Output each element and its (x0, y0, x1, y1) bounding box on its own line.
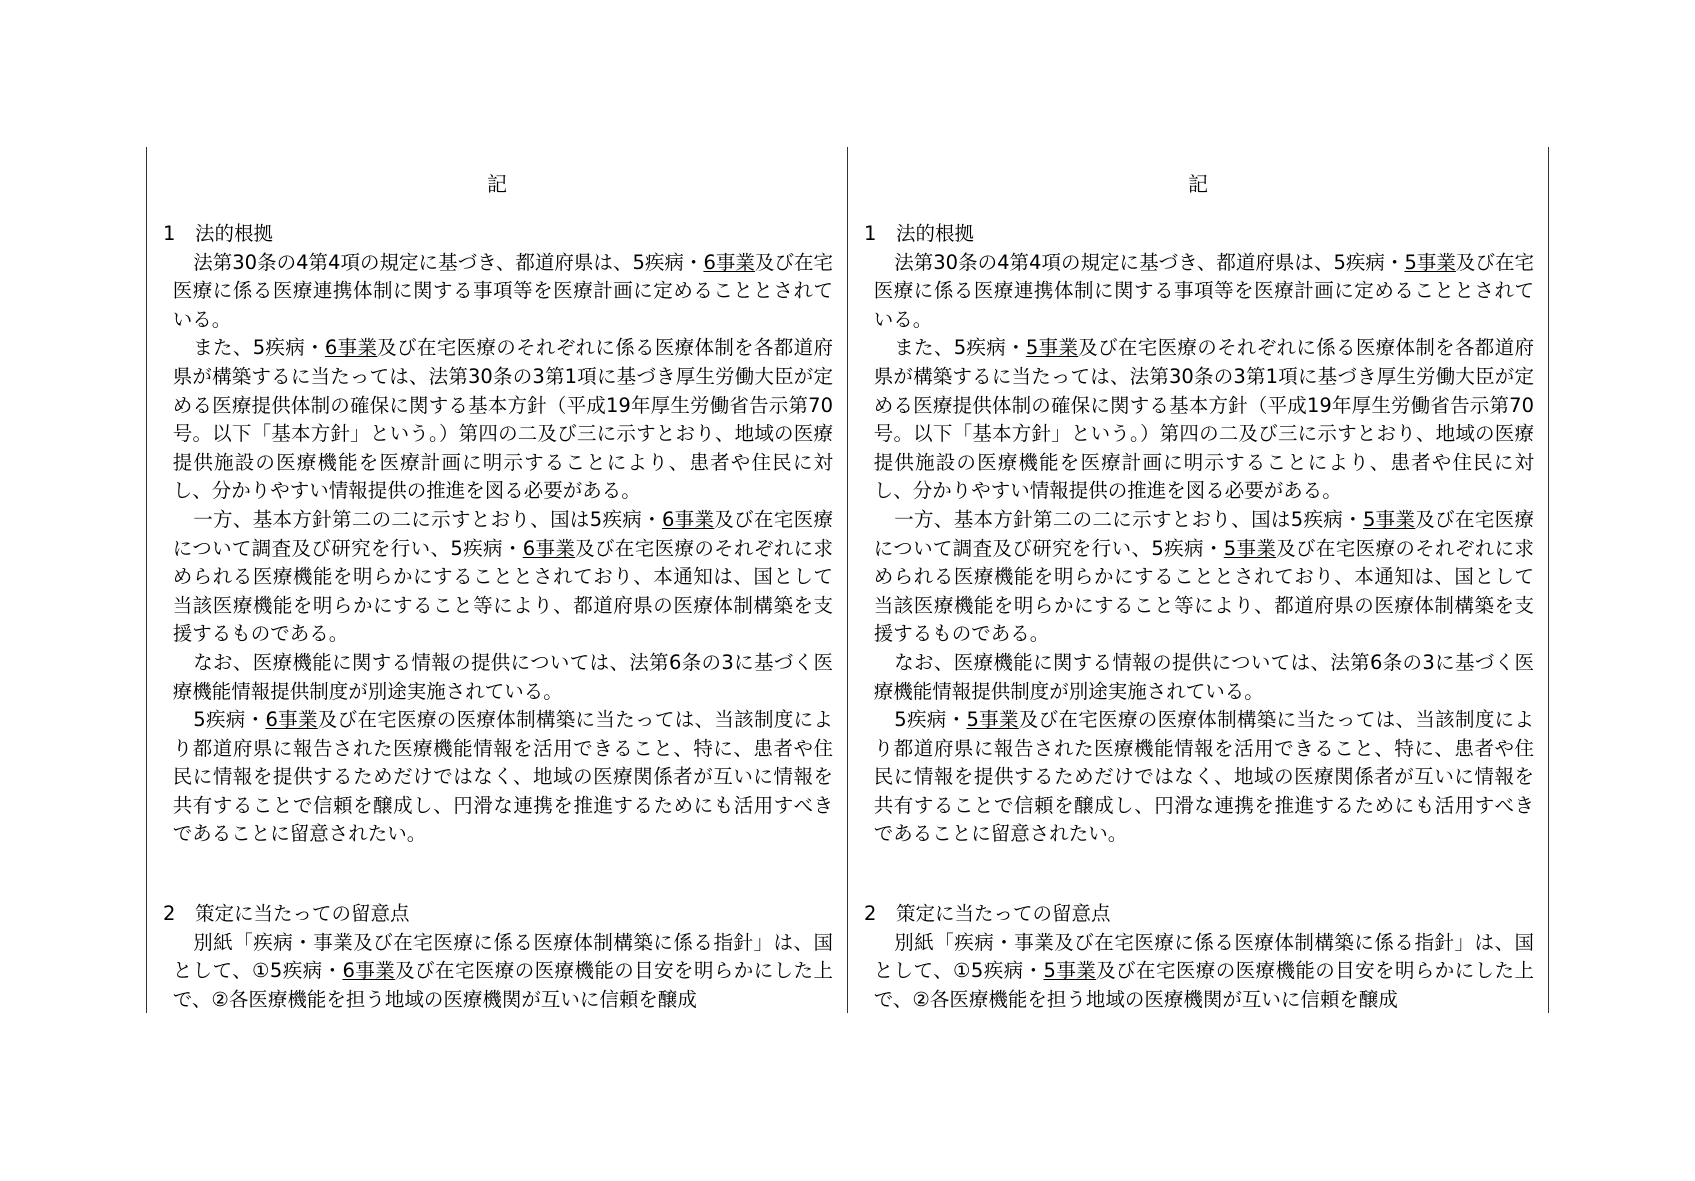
section-2 (163, 900, 833, 1013)
section-heading (163, 900, 833, 929)
underlined-term: 5事業 (966, 708, 1019, 732)
section-number: 1 (163, 222, 176, 245)
underlined-term: 5事業 (1043, 959, 1097, 983)
paragraph: なお、医療機能に関する情報の提供については、法第6条の3に基づく医療機能情報提供制度が別途実施されている。 (873, 650, 1534, 703)
section-title: 法的根拠 (896, 222, 975, 245)
section-number: 2 (864, 902, 877, 925)
paragraph: 一方、基本方針第二の二に示すとおり、国は5疾病・5事業及び在宅医療について調査及び研究を行い、5疾病・5事業及び在宅医療のそれぞれに求められる医療機能を明らかにすることとされており、本通知は、国として当該医療機能を明らかにすること等により、都道府県の医療体制構築を支援するものである。 (873, 507, 1534, 646)
column-right (848, 147, 1548, 1013)
paragraph: 一方、基本方針第二の二に示すとおり、国は5疾病・6事業及び在宅医療について調査及び研究を行い、5疾病・6事業及び在宅医療のそれぞれに求められる医療機能を明らかにすることとされており、本通知は、国として当該医療機能を明らかにすること等により、都道府県の医療体制構築を支援するものである。 (172, 507, 833, 646)
paragraph: 法第30条の4第4項の規定に基づき、都道府県は、5疾病・5事業及び在宅医療に係る医療連携体制に関する事項等を医療計画に定めることとされている。 (873, 250, 1534, 331)
paragraph: また、5疾病・6事業及び在宅医療のそれぞれに係る医療体制を各都道府県が構築するに当たっては、法第30条の3第1項に基づき厚生労働大臣が定める医療提供体制の確保に関する基本方針（平成19年厚生労働省告示第70号。以下「基本方針」という。）第四の二及び三に示すとおり、地域の医療提供施設の医療機能を医療計画に明示することにより、患者や住民に対し、分かりやすい情報提供の推進を図る必要がある。 (172, 336, 833, 503)
underlined-term: 6事業 (324, 336, 378, 360)
section-heading (163, 220, 833, 249)
section-title: 法的根拠 (195, 222, 274, 245)
table-border-right (1548, 147, 1549, 1013)
underlined-term: 6事業 (265, 708, 318, 732)
paragraph: 別紙「疾病・事業及び在宅医療に係る医療体制構築に係る指針」は、国として、①5疾病・6事業及び在宅医療の医療機能の目安を明らかにした上で、②各医療機能を担う地域の医療機関が互いに信頼を醸成 (172, 930, 833, 1011)
column-title: 記 (1188, 172, 1208, 196)
paragraph: なお、医療機能に関する情報の提供については、法第6条の3に基づく医療機能情報提供制度が別途実施されている。 (172, 650, 833, 703)
section-number: 2 (163, 902, 176, 925)
underlined-term: 5事業 (1362, 507, 1416, 531)
underlined-term: 5事業 (1404, 250, 1456, 274)
paragraph: 別紙「疾病・事業及び在宅医療に係る医療体制構築に係る指針」は、国として、①5疾病・5事業及び在宅医療の医療機能の目安を明らかにした上で、②各医療機能を担う地域の医療機関が互いに信頼を醸成 (873, 930, 1534, 1011)
column-title: 記 (487, 172, 507, 196)
section-heading (864, 900, 1534, 929)
section-1 (864, 220, 1534, 849)
section-1 (163, 220, 833, 849)
section-heading (864, 220, 1534, 249)
underlined-term: 6事業 (342, 959, 396, 983)
paragraph: また、5疾病・5事業及び在宅医療のそれぞれに係る医療体制を各都道府県が構築するに当たっては、法第30条の3第1項に基づき厚生労働大臣が定める医療提供体制の確保に関する基本方針（平成19年厚生労働省告示第70号。以下「基本方針」という。）第四の二及び三に示すとおり、地域の医療提供施設の医療機能を医療計画に明示することにより、患者や住民に対し、分かりやすい情報提供の推進を図る必要がある。 (873, 336, 1534, 503)
underlined-term: 6事業 (661, 507, 715, 531)
underlined-term: 6事業 (522, 536, 576, 560)
underlined-term: 6事業 (703, 250, 755, 274)
paragraph: 法第30条の4第4項の規定に基づき、都道府県は、5疾病・6事業及び在宅医療に係る医療連携体制に関する事項等を医療計画に定めることとされている。 (172, 250, 833, 331)
paragraph: 5疾病・6事業及び在宅医療の医療体制構築に当たっては、当該制度により都道府県に報告された医療機能情報を活用できること、特に、患者や住民に情報を提供するためだけではなく、地域の医療関係者が互いに情報を共有することで信頼を醸成し、円滑な連携を推進するためにも活用すべきであることに留意されたい。 (172, 708, 833, 846)
underlined-term: 5事業 (1025, 336, 1079, 360)
paragraph: 5疾病・5事業及び在宅医療の医療体制構築に当たっては、当該制度により都道府県に報告された医療機能情報を活用できること、特に、患者や住民に情報を提供するためだけではなく、地域の医療関係者が互いに情報を共有することで信頼を醸成し、円滑な連携を推進するためにも活用すべきであることに留意されたい。 (873, 708, 1534, 846)
section-title: 策定に当たっての留意点 (896, 902, 1111, 925)
column-left (147, 147, 847, 1013)
section-2 (864, 900, 1534, 1013)
section-title: 策定に当たっての留意点 (195, 902, 410, 925)
underlined-term: 5事業 (1223, 536, 1277, 560)
section-number: 1 (864, 222, 877, 245)
